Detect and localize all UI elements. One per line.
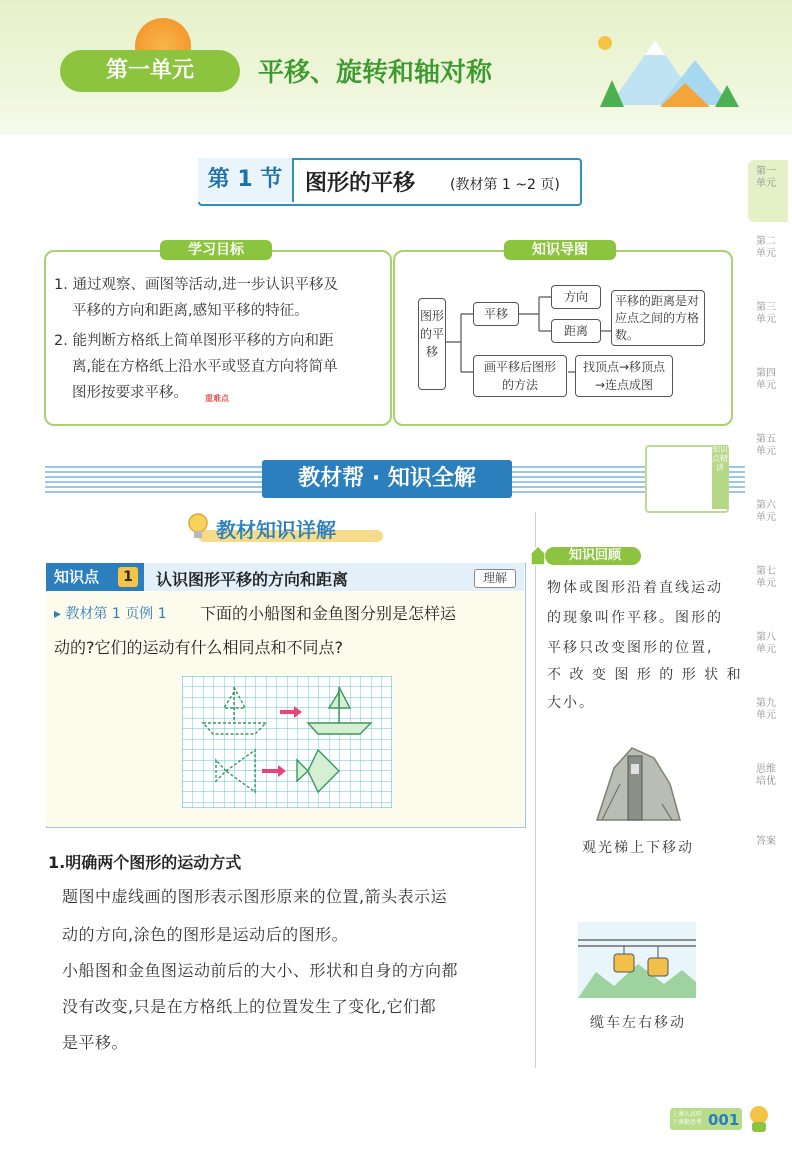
side-tab-unit-8[interactable]: 第八单元 [756,632,776,655]
side-tab-unit-4[interactable]: 第四单元 [756,368,776,391]
knowledge-point-title: 认识图形平移的方向和距离 [156,570,349,589]
page-number: 001 [708,1111,740,1129]
banner-card-strip: 知识点精讲 [712,445,728,509]
body-line: 小船图和金鱼图运动前后的大小、形状和自身的方向都 [62,961,459,980]
column-divider [535,512,536,1068]
mindmap-pingyi: 平移 [473,302,519,326]
cable-car-caption: 缆车左右移动 [590,1015,686,1031]
elevator-caption: 观光梯上下移动 [582,840,694,856]
translation-grid-figure [182,676,392,808]
mindmap-draw-method: 画平移后图形的方法 [473,355,567,397]
goal-line: 2. 能判断方格纸上简单图形平移的方向和距 [54,333,334,349]
body-line: 动的方向,涂色的图形是运动后的图形。 [62,925,349,944]
mindmap-direction: 方向 [551,285,601,309]
side-tab-unit-5[interactable]: 第五单元 [756,434,776,457]
side-tab-thinking[interactable]: 思维培优 [756,764,776,787]
review-tag: 知识回顾 [545,547,641,565]
review-line: 不 改 变 图 形 的 形 状 和 [547,667,743,683]
section-title: 图形的平移 [305,171,416,196]
question-text: 下面的小船图和金鱼图分别是怎样运 [200,604,457,623]
goal-line: 图形按要求平移。 [72,385,188,401]
review-line: 物体或图形沿着直线运动 [547,580,723,596]
side-tab-unit-7[interactable]: 第七单元 [756,566,776,589]
body-line: 题图中虚线画的图形表示图形原来的位置,箭头表示运 [62,887,448,906]
side-tab-unit-2[interactable]: 第二单元 [756,236,776,259]
side-tab-unit-6[interactable]: 第六单元 [756,500,776,523]
review-line: 的现象叫作平移。图形的 [547,610,723,626]
footer-slogan: 上课认真听 下课勤思考 [672,1111,703,1126]
banner-title: 教材帮 · 知识全解 [262,460,512,498]
goal-line: 平移的方向和距离,感知平移的特征。 [72,303,309,319]
mindmap-root: 图形的平移 [418,298,446,390]
key-point-mark: 重难点 [205,394,229,403]
subsection-title: 1.明确两个图形的运动方式 [48,853,242,872]
mindmap-tag: 知识导图 [504,240,616,260]
review-line: 大小。 [547,695,595,711]
side-tab-answers[interactable]: 答案 [756,836,776,847]
sightseeing-elevator-image [592,744,682,822]
mindmap-steps: 找顶点→移顶点→连点成图 [575,355,673,397]
mountain-tent-illustration [590,25,740,110]
knowledge-point-label: 知识点 [46,563,144,591]
detail-title: 教材知识详解 [216,518,336,542]
knowledge-point-number: 1 [118,567,138,587]
section-pages: (教材第 1 ~2 页) [450,177,560,193]
example-reference: ▸ 教材第 1 页例 1 [54,606,167,622]
body-line: 没有改变,只是在方格纸上的位置发生了变化,它们都 [62,997,437,1016]
understand-tag: 理解 [474,569,516,588]
unit-title: 平移、旋转和轴对称 [258,58,493,88]
section-number: 第 1 节 [198,158,294,202]
side-tab-unit-3[interactable]: 第三单元 [756,302,776,325]
mascot-icon [746,1104,772,1134]
lightbulb-icon [186,512,210,542]
mindmap-distance-note: 平移的距离是对应点之间的方格数。 [611,290,705,346]
body-line: 是平移。 [62,1033,129,1052]
goal-line: 离,能在方格纸上沿水平或竖直方向将简单 [72,359,338,375]
question-text: 动的?它们的运动有什么相同点和不同点? [54,638,343,657]
goal-line: 1. 通过观察、画图等活动,进一步认识平移及 [54,277,339,293]
unit-label: 第一单元 [60,50,240,92]
mindmap-distance: 距离 [551,319,601,343]
cable-car-image [578,922,696,998]
goals-tag: 学习目标 [160,240,272,260]
side-tab-unit-1[interactable]: 第一单元 [756,166,776,189]
review-line: 平移只改变图形的位置, [547,640,714,656]
side-tab-unit-9[interactable]: 第九单元 [756,698,776,721]
